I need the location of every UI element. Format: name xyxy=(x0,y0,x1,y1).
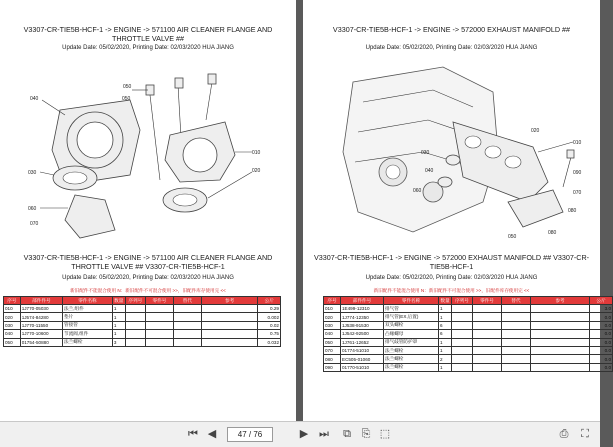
cell-qty: 3 xyxy=(112,338,125,346)
cell-no: 050 xyxy=(324,338,341,346)
cell-weight: 0.0 xyxy=(590,355,613,363)
cell-replace xyxy=(502,355,531,363)
cell-name: 法兰螺栓 xyxy=(63,338,113,346)
cell-no: 040 xyxy=(4,330,21,338)
left-callout-050b: 050 xyxy=(122,96,131,102)
col-header: 数量 xyxy=(440,297,450,303)
cell-part: 01774-51010 xyxy=(341,346,384,354)
cell-no: 070 xyxy=(324,346,341,354)
table-row xyxy=(4,305,281,313)
cell-replace xyxy=(502,363,531,371)
left-part-date: Update Date: 05/02/2020, Printing Date: 02/03/2020 HUA JIANG xyxy=(62,275,234,281)
right-page-title: V3307-CR-TIE5B-HCF-1 -> ENGINE -> 572000 EXHAUST MANIFOLD ## xyxy=(332,25,571,34)
table-row xyxy=(4,313,281,321)
col-header: 零件名称 xyxy=(384,297,439,305)
cell-replace xyxy=(502,321,531,329)
cell-part: 01770-51010 xyxy=(341,363,384,371)
cell-no: 010 xyxy=(324,305,341,313)
cell-weight: 0.02 xyxy=(258,321,281,329)
cell-part: 1J770-05030 xyxy=(20,305,62,313)
cell-ref xyxy=(201,338,258,346)
cell-part: 1J774-12350 xyxy=(341,313,384,321)
cell-partno xyxy=(473,321,502,329)
cell-no: 020 xyxy=(324,313,341,321)
cell-qty: 2 xyxy=(439,355,452,363)
cell-partno xyxy=(473,338,502,346)
cell-ref xyxy=(531,330,590,338)
cell-ref xyxy=(201,330,258,338)
table-row xyxy=(4,338,281,346)
col-header: 替代 xyxy=(173,297,201,305)
col-header: 参考 xyxy=(201,297,258,305)
cell-no: 020 xyxy=(4,313,21,321)
cell-name: 双头螺栓 xyxy=(384,321,439,329)
table-row xyxy=(324,313,613,321)
cell-qty: 6 xyxy=(439,330,452,338)
cell-part: EC505-01060 xyxy=(341,355,384,363)
table-row xyxy=(4,321,281,329)
cell-part: 1E499-12310 xyxy=(341,305,384,313)
cell-partno xyxy=(145,338,173,346)
cell-no: 030 xyxy=(324,321,341,329)
table-row xyxy=(4,330,281,338)
cell-part: 1J538-91530 xyxy=(341,321,384,329)
col-header: 公斤 xyxy=(590,297,613,305)
cell-weight: 0.0 xyxy=(590,346,613,354)
col-header: 部件件号 xyxy=(20,297,62,305)
cell-replace xyxy=(502,330,531,338)
cell-partno xyxy=(473,330,502,338)
right-callout-030: 030 xyxy=(421,150,430,156)
cell-no: 030 xyxy=(4,321,21,329)
viewer-toolbar xyxy=(0,421,600,447)
cell-qty: 1 xyxy=(112,313,125,321)
cell-weight: 0.032 xyxy=(258,338,281,346)
fullscreen-icon[interactable]: ⛶ xyxy=(581,428,589,440)
col-header: 零件号 xyxy=(473,297,502,305)
cell-name: 排气管 xyxy=(384,305,439,313)
table-row xyxy=(324,338,613,346)
cell-serial xyxy=(452,321,473,329)
cell-ref xyxy=(201,305,258,313)
col-header: 部件件号 xyxy=(341,297,384,305)
left-part-title: V3307-CR-TIE5B-HCF-1 -> ENGINE -> 571100 AIR CLEANER FLANGE AND THROTTLE VALVE ## V3307-CR-TIE5B-HCF-1 xyxy=(23,253,273,271)
next-page-icon[interactable]: ▶ xyxy=(299,428,309,440)
left-callout-030: 030 xyxy=(28,170,37,176)
cell-partno xyxy=(473,305,502,313)
cell-no: 090 xyxy=(324,363,341,371)
cell-name: 垫片 xyxy=(63,313,113,321)
cell-ref xyxy=(531,346,590,354)
cell-name: 法兰螺栓 xyxy=(384,363,439,371)
cell-serial xyxy=(125,313,145,321)
right-callout-050: 050 xyxy=(508,234,517,240)
left-page-title: V3307-CR-TIE5B-HCF-1 -> ENGINE -> 571100 AIR CLEANER FLANGE AND THROTTLE VALVE ## xyxy=(23,25,273,43)
fit-page-icon[interactable]: ⬚ xyxy=(379,428,391,440)
cell-weight: 0.0 xyxy=(590,330,613,338)
cell-serial xyxy=(452,338,473,346)
cell-name: 排气管(EX,后置) xyxy=(384,313,439,321)
col-header: 序列号 xyxy=(125,297,145,305)
cell-weight: 0.0 xyxy=(590,338,613,346)
cell-ref xyxy=(531,363,590,371)
right-callout-070: 070 xyxy=(573,190,582,196)
right-exploded-diagram xyxy=(333,62,593,247)
cell-replace xyxy=(173,321,201,329)
right-callout-080a: 080 xyxy=(568,208,577,214)
cell-weight: 0.29 xyxy=(258,305,281,313)
cell-part: 1J574-84280 xyxy=(20,313,62,321)
cell-replace xyxy=(173,313,201,321)
left-callout-010: 010 xyxy=(252,150,261,156)
cell-qty: 1 xyxy=(439,338,452,346)
page-number-input[interactable]: 47 / 76 xyxy=(227,427,273,442)
paste-icon[interactable]: ⎘ xyxy=(361,428,371,440)
left-callout-070: 070 xyxy=(30,221,39,227)
right-callout-090: 090 xyxy=(573,170,582,176)
left-page xyxy=(0,0,296,422)
cell-serial xyxy=(125,305,145,313)
cell-partno xyxy=(145,330,173,338)
right-callout-020: 020 xyxy=(531,128,540,134)
left-page-date: Update Date: 05/02/2020, Printing Date: 02/03/2020 HUA JIANG xyxy=(62,45,234,51)
table-row xyxy=(324,346,613,354)
table-row xyxy=(324,321,613,329)
cell-weight: 0.75 xyxy=(258,330,281,338)
cell-no: 040 xyxy=(324,330,341,338)
left-callout-060: 060 xyxy=(28,206,37,212)
cell-ref xyxy=(531,321,590,329)
col-header: 序列号 xyxy=(452,297,473,305)
right-parts-table xyxy=(323,296,613,372)
cell-weight: 0.0 xyxy=(590,321,613,329)
col-header: 公斤 xyxy=(258,297,281,305)
cell-partno xyxy=(145,321,173,329)
cell-replace xyxy=(502,313,531,321)
cell-part: 1J761-12652 xyxy=(341,338,384,346)
cell-qty: 1 xyxy=(439,363,452,371)
cell-part: 01754-50880 xyxy=(20,338,62,346)
cell-serial xyxy=(452,305,473,313)
cell-no: 080 xyxy=(324,355,341,363)
copy-icon[interactable]: ⧉ xyxy=(343,428,351,440)
left-callout-050a: 050 xyxy=(123,84,132,90)
cell-ref xyxy=(201,313,258,321)
cell-replace xyxy=(173,330,201,338)
cell-part: 1J542-92500 xyxy=(341,330,384,338)
cell-weight: 3.0 xyxy=(590,305,613,313)
right-callout-080b: 080 xyxy=(548,230,557,236)
cell-partno xyxy=(473,355,502,363)
cell-ref xyxy=(531,313,590,321)
left-parts-table xyxy=(3,296,281,347)
cell-ref xyxy=(531,355,590,363)
cell-ref xyxy=(531,338,590,346)
cell-qty: 1 xyxy=(112,330,125,338)
cell-serial xyxy=(125,338,145,346)
cell-weight: 0.0 xyxy=(590,313,613,321)
cell-no: 050 xyxy=(4,338,21,346)
cell-serial xyxy=(452,363,473,371)
right-mix-note: 新旧配件不能混合使用 N：新旧配件不可混合使用 >>，旧配件库存使用完 << xyxy=(373,288,530,293)
col-header: 零件名称 xyxy=(63,297,113,305)
cell-part: 1J770-10600 xyxy=(20,330,62,338)
cell-no: 010 xyxy=(4,305,21,313)
cell-part: 1J770-11550 xyxy=(20,321,62,329)
col-header: 数量 xyxy=(114,297,124,303)
right-page xyxy=(303,0,611,422)
cell-replace xyxy=(502,338,531,346)
cell-serial xyxy=(125,321,145,329)
col-header: 参考 xyxy=(531,297,590,305)
cell-partno xyxy=(473,313,502,321)
cell-ref xyxy=(201,321,258,329)
cell-serial xyxy=(452,313,473,321)
col-header: 序号 xyxy=(324,297,341,305)
cell-partno xyxy=(145,313,173,321)
cell-weight: 0.0 xyxy=(590,363,613,371)
col-header: 替代 xyxy=(502,297,531,305)
cell-qty: 1 xyxy=(439,346,452,354)
cell-partno xyxy=(473,363,502,371)
col-header: 序号 xyxy=(4,297,21,305)
right-page-date: Update Date: 05/02/2020, Printing Date: 02/03/2020 HUA JIANG xyxy=(365,45,538,51)
cell-replace xyxy=(173,338,201,346)
left-mix-note: 新旧配件不能混合使用 N：新旧配件不可混合使用 >>，旧配件库存使用完 << xyxy=(70,288,226,293)
right-callout-040: 040 xyxy=(425,168,434,174)
cell-ref xyxy=(531,305,590,313)
left-exploded-diagram xyxy=(20,60,270,240)
cell-partno xyxy=(145,305,173,313)
table-row xyxy=(324,363,613,371)
cell-name: 节流阀,组件 xyxy=(63,330,113,338)
cell-qty: 1 xyxy=(112,321,125,329)
cell-name: 排气歧管防护罩 xyxy=(384,338,439,346)
cell-replace xyxy=(502,305,531,313)
cell-partno xyxy=(473,346,502,354)
cell-qty: 1 xyxy=(439,305,452,313)
cell-serial xyxy=(452,355,473,363)
cell-name: 法兰,组件 xyxy=(63,305,113,313)
left-callout-040: 040 xyxy=(30,96,39,102)
last-page-icon[interactable]: ⏭ xyxy=(319,428,329,440)
table-row xyxy=(324,330,613,338)
col-header: 零件号 xyxy=(145,297,173,305)
cell-replace xyxy=(173,305,201,313)
prev-page-icon[interactable]: ◀ xyxy=(207,428,217,440)
cell-name: 法兰螺栓 xyxy=(384,346,439,354)
cell-serial xyxy=(452,346,473,354)
left-callout-020: 020 xyxy=(252,168,261,174)
cell-qty: 1 xyxy=(112,305,125,313)
cell-serial xyxy=(452,330,473,338)
cell-weight: 0.002 xyxy=(258,313,281,321)
cell-serial xyxy=(125,330,145,338)
cell-name: 凸缘螺母 xyxy=(384,330,439,338)
table-row xyxy=(324,305,613,313)
cell-name: 法兰螺栓 xyxy=(384,355,439,363)
right-callout-010: 010 xyxy=(573,140,582,146)
cell-qty: 6 xyxy=(439,321,452,329)
cell-qty: 1 xyxy=(439,313,452,321)
table-row xyxy=(324,355,613,363)
right-part-title: V3307-CR-TIE5B-HCF-1 -> ENGINE -> 572000 EXHAUST MANIFOLD ## V3307-CR-TIE5B-HCF-1 xyxy=(313,253,590,271)
cell-name: 管接管 xyxy=(63,321,113,329)
first-page-icon[interactable]: ⏮ xyxy=(188,428,198,440)
right-callout-060: 060 xyxy=(413,188,422,194)
right-part-date: Update Date: 05/02/2020, Printing Date: 02/03/2020 HUA JIANG xyxy=(365,275,538,281)
print-icon[interactable]: ⎙ xyxy=(559,428,569,440)
cell-replace xyxy=(502,346,531,354)
